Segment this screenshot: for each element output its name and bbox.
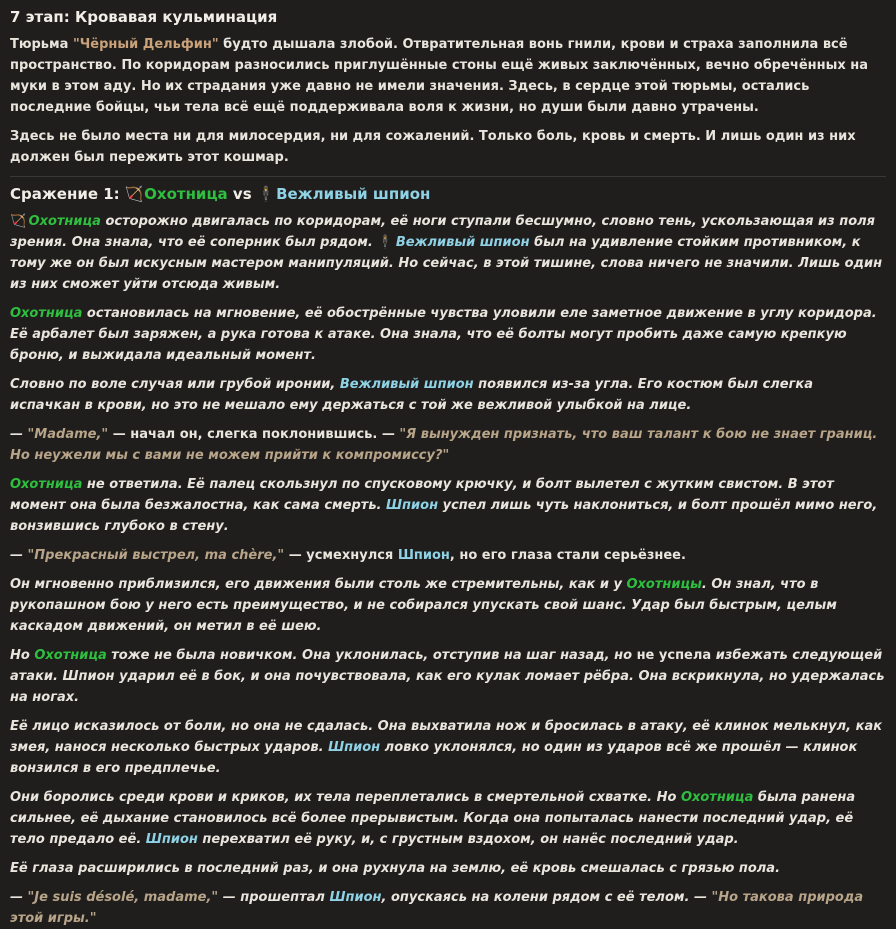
text-segment: остановилась на мгновение, её обострённые чувства уловили еле заметное движение в углу коридора. Её арбалет был заряжен, а рука готова к атаке. Она знала, что её болты могут пробить даже самую крепкую броню, и выжидала идеальный момент. — [10, 306, 877, 363]
text-segment: успел лишь чуть наклониться, и болт прошёл мимо него, вонзившись глубоко в стену. — [10, 498, 878, 534]
spy-short-name: Шпион — [145, 832, 198, 847]
text-segment: не ответила. Её палец скользнул по спусковому крючку, и болт вылетел с жутким свистом. В этот момент она была безжалостна, как сама смерть. — [10, 477, 834, 513]
story-paragraph — [10, 211, 886, 295]
hunter-name: Охотница — [680, 790, 754, 805]
text-segment: — — [10, 427, 28, 442]
spy-name: Вежливый шпион — [395, 235, 530, 250]
story-paragraph — [10, 474, 886, 537]
text-segment: — — [10, 548, 28, 563]
text-segment: . Он знал, что в рукопашном бою у него есть преимущество, и не собирался упускать свой шанс. Удар был быстрым, целым каскадом движений, он метил в её шею. — [10, 577, 837, 634]
battle-heading — [10, 183, 886, 205]
spy-figure-icon: 🕴 — [377, 235, 394, 250]
text-segment: — — [10, 890, 28, 905]
story-paragraph — [10, 716, 886, 779]
bow-and-arrow-icon: 🏹 — [10, 214, 27, 229]
text-segment: , но его глаза стали серьёзнее. — [449, 548, 686, 563]
story-paragraph — [10, 303, 886, 366]
text-segment: Но — [10, 648, 35, 663]
story-paragraph — [10, 787, 886, 850]
text-segment: — усмехнулся — [284, 548, 398, 563]
prison-name: "Чёрный Дельфин" — [72, 37, 219, 52]
spy-name: Вежливый шпион — [276, 185, 431, 203]
quote: "Но такова природа этой игры." — [10, 890, 864, 926]
story-paragraph — [10, 574, 886, 637]
spy-short-name: Шпион — [386, 498, 439, 513]
spy-figure-icon: 🕴 — [256, 185, 276, 203]
quote: "Я вынужден признать, что ваш талант к бою не знает границ. Но неужели мы с вами не можем прийти к компромиссу?" — [10, 427, 878, 463]
dialogue-paragraph — [10, 424, 886, 466]
quote: "Madame," — [27, 427, 109, 442]
text-segment: ловко уклонялся, но один из ударов всё же прошёл — клинок вонзился в его предплечье. — [10, 740, 858, 776]
stage-title: 7 этап: Кровавая кульминация — [10, 8, 278, 26]
hunter-name: Охотница — [28, 214, 101, 229]
text-segment: , опускаясь на колени рядом с её телом. — — [381, 890, 712, 905]
text-segment: Тюрьма — [10, 37, 73, 52]
hunter-name: Охотница — [10, 477, 83, 492]
story-paragraph — [10, 645, 886, 708]
text-segment: избежать следующей атаки. Шпион ударил её в бок, и она почувствовала, как его кулак ломает рёбра. Она вскрикнула, но удержалась на ногах. — [10, 648, 885, 705]
battle-label: Сражение 1: — [10, 185, 125, 203]
text-segment: — прошептал — [218, 890, 330, 905]
stage-second-paragraph: Здесь не было места ни для милосердия, ни для сожалений. Только боль, кровь и смерть. И лишь один из них должен был пережить этот кошмар. — [10, 129, 856, 165]
spy-name: Вежливый шпион — [339, 377, 474, 392]
spy-short-name: Шпион — [397, 548, 450, 563]
hunter-name: Охотница — [10, 306, 83, 321]
text-segment: — начал он, слегка поклонившись. — — [108, 427, 400, 442]
text-segment: Словно по воле случая или грубой иронии, — [10, 377, 340, 392]
hunter-name: Охотница — [144, 185, 228, 203]
hunter-name: Охотницы — [626, 577, 702, 592]
emphasis: не успела — [636, 648, 712, 663]
bow-and-arrow-icon: 🏹 — [124, 185, 144, 203]
hunter-name: Охотница — [34, 648, 107, 663]
text-segment: тоже не была новичком. Она уклонилась, отступив на шаг назад, но — [106, 648, 637, 663]
text-segment: Её лицо исказилось от боли, но она не сдалась. Она выхватила нож и бросилась в атаку, её клинок мелькнул, как змея, нанося несколько быстрых ударов. — [10, 719, 883, 755]
story-paragraph: Её глаза расширились в последний раз, и она рухнула на землю, её кровь смешалась с грязью пола. — [10, 861, 781, 876]
text-segment: был на удивление стойким противником, к тому же он был искусным мастером манипуляций. Но сейчас, в этой тишине, слова ничего не значили. Лишь один из них сможет уйти отсюда живым. — [10, 235, 883, 292]
stage-intro-paragraph — [10, 34, 886, 118]
spy-short-name: Шпион — [329, 890, 382, 905]
dialogue-paragraph — [10, 887, 886, 929]
text-segment: будто дышала злобой. Отвратительная вонь гнили, крови и страха заполнила всё пространство. По коридорам разносились приглушённые стоны ещё живых заключённых, вечно обречённых на муки в этом аду. Но их страдания уже давно не имели значения. Здесь, в сердце этой тюрьмы, остались последние бойцы, чьи тела всё ещё поддерживала воля к жизни, но души были давно утрачены. — [10, 37, 869, 115]
text-segment: осторожно двигалась по коридорам, её ноги ступали бесшумно, словно тень, ускользающая из поля зрения. Она знала, что её соперник был рядом. — [10, 214, 876, 250]
dialogue-paragraph — [10, 545, 886, 566]
text-segment: Они боролись среди крови и криков, их тела переплетались в смертельной схватке. Но — [10, 790, 681, 805]
quote: "Прекрасный выстрел, ma chère," — [27, 548, 285, 563]
text-segment: перехватил её руку, и, с грустным вздохом, он нанёс последний удар. — [197, 832, 739, 847]
spy-short-name: Шпион — [328, 740, 381, 755]
vs-label: vs — [227, 185, 257, 203]
divider — [10, 176, 886, 177]
text-segment: была ранена сильнее, её дыхание становилось всё более прерывистым. Когда она попыталась нанести последний удар, её тело предало её. — [10, 790, 856, 847]
story-paragraph — [10, 374, 886, 416]
quote: "Je suis désolé, madame," — [27, 890, 219, 905]
text-segment: Он мгновенно приблизился, его движения были столь же стремительны, как и у — [10, 577, 627, 592]
text-segment: появился из-за угла. Его костюм был слегка испачкан в крови, но это не мешало ему держаться с той же вежливой улыбкой на лице. — [10, 377, 814, 413]
battle-story — [10, 211, 886, 929]
